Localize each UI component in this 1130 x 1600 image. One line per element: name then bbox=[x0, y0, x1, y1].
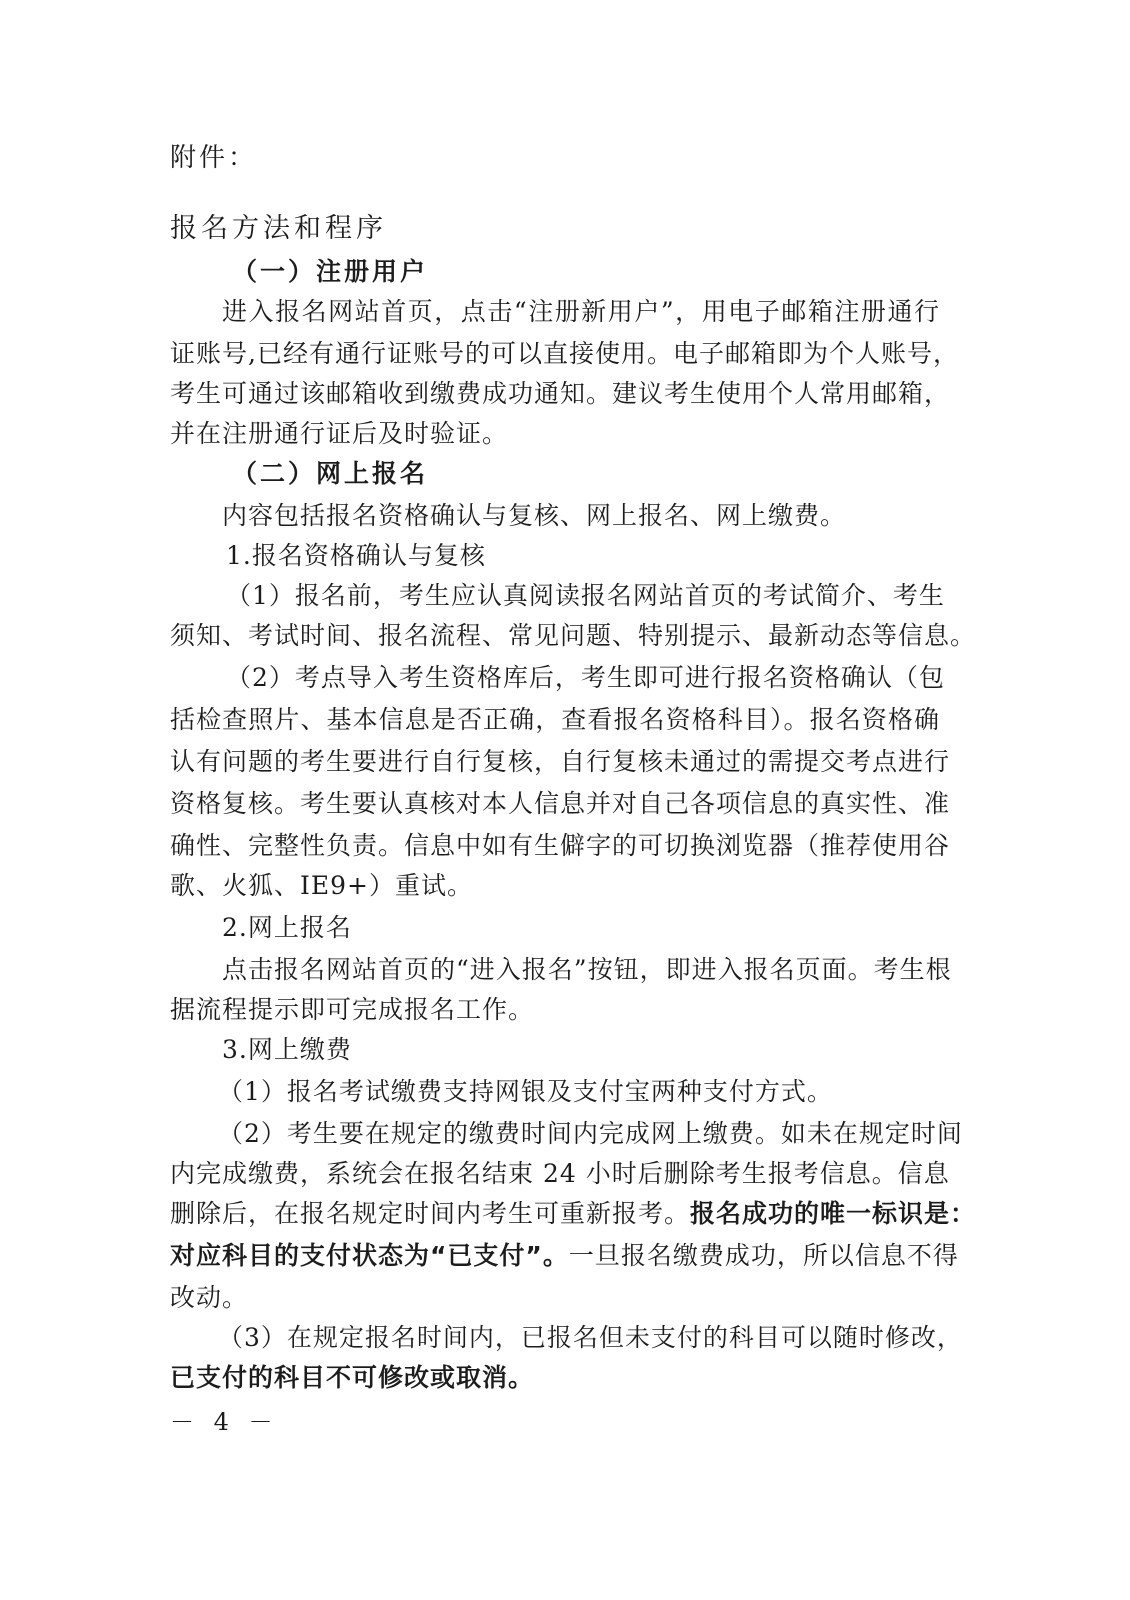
section-1-heading: （一）注册用户 bbox=[232, 257, 429, 286]
subsection-2-line-2: 据流程提示即可完成报名工作。 bbox=[170, 995, 535, 1024]
subsection-3-para-2-line-2: 内完成缴费，系统会在报名结束 24 小时后删除考生报考信息。信息 bbox=[170, 1159, 950, 1188]
subsection-3-para-2-line-5: 改动。 bbox=[170, 1283, 249, 1312]
subsection-3-para-1: （1）报名考试缴费支持网银及支付宝两种支付方式。 bbox=[218, 1077, 833, 1106]
subsection-1-para-2-line-6: 歌、火狐、IE9+）重试。 bbox=[170, 871, 473, 900]
section-2-heading: （二）网上报名 bbox=[232, 459, 429, 488]
subsection-1-para-2-line-1: （2）考点导入考生资格库后，考生即可进行报名资格确认（包 bbox=[226, 663, 945, 692]
subsection-1-para-2-line-4: 资格复核。考生要认真核对本人信息并对自己各项信息的真实性、准 bbox=[170, 789, 951, 818]
subsection-1-para-1-line-2: 须知、考试时间、报名流程、常见问题、特别提示、最新动态等信息。 bbox=[170, 621, 977, 650]
subsection-3-para-2-line-1: （2）考生要在规定的缴费时间内完成网上缴费。如未在规定时间 bbox=[218, 1119, 963, 1148]
subsection-2-heading: 2.网上报名 bbox=[222, 913, 352, 942]
success-identifier-bold: 报名成功的唯一标识是： bbox=[690, 1199, 977, 1228]
attachment-label: 附件： bbox=[170, 143, 258, 173]
section-2-intro: 内容包括报名资格确认与复核、网上报名、网上缴费。 bbox=[222, 501, 847, 530]
document-title: 报名方法和程序 bbox=[170, 213, 387, 244]
payment-status-bold: 对应科目的支付状态为“已支付”。 bbox=[170, 1241, 569, 1270]
subsection-1-para-2-line-5: 确性、完整性负责。信息中如有生僻字的可切换浏览器（推荐使用谷 bbox=[170, 831, 951, 860]
subsection-2-line-1: 点击报名网站首页的“进入报名”按钮，即进入报名页面。考生根 bbox=[222, 955, 952, 984]
subsection-3-para-2-line-3 bbox=[170, 1198, 977, 1230]
subsection-1-heading: 1.报名资格确认与复核 bbox=[226, 541, 486, 570]
subsection-3-para-2-line-4 bbox=[170, 1240, 959, 1272]
subsection-3-para-2-line-3-plain: 删除后，在报名规定时间内考生可重新报考。 bbox=[170, 1199, 691, 1228]
subsection-3-para-3-line-1: （3）在规定报名时间内，已报名但未支付的科目可以随时修改， bbox=[218, 1323, 963, 1352]
subsection-1-para-1-line-1: （1）报名前，考生应认真阅读报名网站首页的考试简介、考生 bbox=[226, 581, 945, 610]
subsection-3-para-2-line-4-plain: 一旦报名缴费成功，所以信息不得 bbox=[568, 1241, 959, 1270]
subsection-1-para-2-line-3: 认有问题的考生要进行自行复核，自行复核未通过的需提交考点进行 bbox=[170, 747, 951, 776]
page-number: － 4 － bbox=[170, 1408, 279, 1436]
subsection-3-heading: 3.网上缴费 bbox=[222, 1035, 352, 1064]
subsection-1-para-2-line-2: 括检查照片、基本信息是否正确，查看报名资格科目）。报名资格确 bbox=[170, 705, 940, 734]
section-1-line-2: 证账号,已经有通行证账号的可以直接使用。电子邮箱即为个人账号， bbox=[170, 339, 959, 368]
section-1-line-3: 考生可通过该邮箱收到缴费成功通知。建议考生使用个人常用邮箱， bbox=[170, 379, 951, 408]
subsection-3-para-3-line-2-bold: 已支付的科目不可修改或取消。 bbox=[170, 1363, 535, 1392]
section-1-line-4: 并在注册通行证后及时验证。 bbox=[170, 419, 509, 448]
section-1-line-1: 进入报名网站首页，点击“注册新用户”，用电子邮箱注册通行 bbox=[222, 297, 940, 326]
